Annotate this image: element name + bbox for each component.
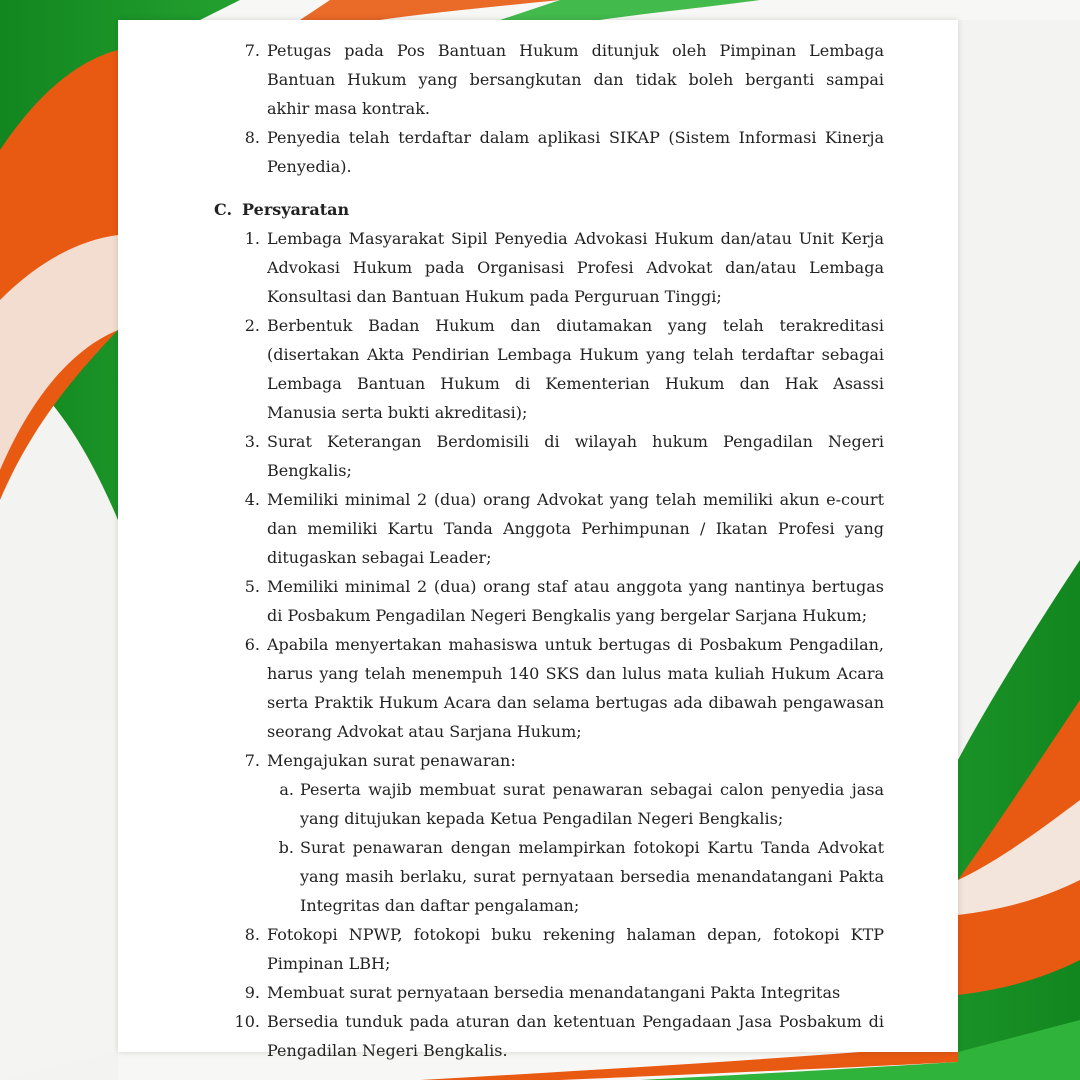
list-item: [118, 746, 958, 775]
item-text-line: Petugas pada Pos Bantuan Hukum ditunjuk oleh Pimpinan Lembaga: [267, 41, 884, 60]
item-text-line: Berbentuk Badan Hukum dan diutamakan yang telah terakreditasi: [267, 316, 884, 335]
item-number: 8.: [244, 128, 260, 147]
item-text-line: (disertakan Akta Pendirian Lembaga Hukum yang telah terdaftar sebagai: [267, 345, 884, 364]
item-text-line: Manusia serta bukti akreditasi);: [267, 403, 528, 422]
list-item: [118, 485, 958, 572]
list-item: [118, 36, 958, 123]
item-text-line: Advokasi Hukum pada Organisasi Profesi Advokat dan/atau Lembaga: [267, 258, 884, 277]
section-heading: [214, 195, 349, 224]
item-number: b.: [278, 838, 294, 857]
item-text-line: Penyedia).: [267, 157, 352, 176]
item-text-line: dan memiliki Kartu Tanda Anggota Perhimpunan / Ikatan Profesi yang: [267, 519, 884, 538]
item-text-line: di Posbakum Pengadilan Negeri Bengkalis yang bergelar Sarjana Hukum;: [267, 606, 868, 625]
item-text-line: Peserta wajib membuat surat penawaran sebagai calon penyedia jasa: [300, 780, 884, 799]
item-number: 4.: [244, 490, 260, 509]
item-number: a.: [279, 780, 294, 799]
item-text-line: harus yang telah menempuh 140 SKS dan lulus mata kuliah Hukum Acara: [267, 664, 884, 683]
item-text-line: yang masih berlaku, surat pernyataan bersedia menandatangani Pakta: [300, 867, 884, 886]
item-text-line: seorang Advokat atau Sarjana Hukum;: [267, 722, 582, 741]
item-number: 9.: [244, 983, 260, 1002]
item-number: 2.: [244, 316, 260, 335]
item-text-line: Membuat surat pernyataan bersedia menandatangani Pakta Integritas: [267, 983, 841, 1002]
document-page: [118, 20, 958, 1060]
item-number: 7.: [244, 41, 260, 60]
item-text-line: Bersedia tunduk pada aturan dan ketentuan Pengadaan Jasa Posbakum di: [267, 1012, 884, 1031]
item-number: 5.: [244, 577, 260, 596]
item-text-line: Bengkalis;: [267, 461, 352, 480]
section-title: Persyaratan: [242, 200, 350, 219]
item-text-line: yang ditujukan kepada Ketua Pengadilan Negeri Bengkalis;: [300, 809, 784, 828]
list-item: [118, 978, 958, 1007]
list-item: [118, 123, 958, 181]
item-text-line: Surat Keterangan Berdomisili di wilayah hukum Pengadilan Negeri: [267, 432, 884, 451]
item-text-line: Lembaga Masyarakat Sipil Penyedia Advokasi Hukum dan/atau Unit Kerja: [267, 229, 884, 248]
item-text-line: ditugaskan sebagai Leader;: [267, 548, 492, 567]
item-text-line: Integritas dan daftar pengalaman;: [300, 896, 580, 915]
item-text-line: Surat penawaran dengan melampirkan fotokopi Kartu Tanda Advokat: [300, 838, 884, 857]
item-text-line: Pengadilan Negeri Bengkalis.: [267, 1041, 508, 1060]
item-number: 6.: [244, 635, 260, 654]
item-text-line: Bantuan Hukum yang bersangkutan dan tidak boleh berganti sampai: [267, 70, 884, 89]
item-text-line: Mengajukan surat penawaran:: [267, 751, 516, 770]
list-item: [118, 311, 958, 427]
item-text-line: Memiliki minimal 2 (dua) orang Advokat yang telah memiliki akun e-court: [267, 490, 884, 509]
item-text-line: serta Praktik Hukum Acara dan selama bertugas ada dibawah pengawasan: [267, 693, 884, 712]
item-number: 1.: [244, 229, 260, 248]
item-text-line: akhir masa kontrak.: [267, 99, 430, 118]
item-text-line: Konsultasi dan Bantuan Hukum pada Perguruan Tinggi;: [267, 287, 722, 306]
item-text-line: Penyedia telah terdaftar dalam aplikasi SIKAP (Sistem Informasi Kinerja: [267, 128, 884, 147]
item-text-line: Fotokopi NPWP, fotokopi buku rekening halaman depan, fotokopi KTP: [267, 925, 884, 944]
item-number: 3.: [244, 432, 260, 451]
document-body: [118, 20, 958, 1060]
section-label: C.: [214, 200, 233, 219]
sub-list-item: [118, 833, 958, 920]
item-text-line: Apabila menyertakan mahasiswa untuk bertugas di Posbakum Pengadilan,: [267, 635, 884, 654]
list-item: [118, 920, 958, 978]
item-text-line: Pimpinan LBH;: [267, 954, 391, 973]
item-number: 7.: [244, 751, 260, 770]
list-item: [118, 572, 958, 630]
sub-list-item: [118, 775, 958, 833]
item-text-line: Memiliki minimal 2 (dua) orang staf atau anggota yang nantinya bertugas: [267, 577, 884, 596]
list-item: [118, 224, 958, 311]
item-number: 10.: [234, 1012, 260, 1031]
list-item: [118, 1007, 958, 1065]
item-number: 8.: [244, 925, 260, 944]
item-text-line: Lembaga Bantuan Hukum di Kementerian Hukum dan Hak Asassi: [267, 374, 884, 393]
list-item: [118, 427, 958, 485]
list-item: [118, 630, 958, 746]
